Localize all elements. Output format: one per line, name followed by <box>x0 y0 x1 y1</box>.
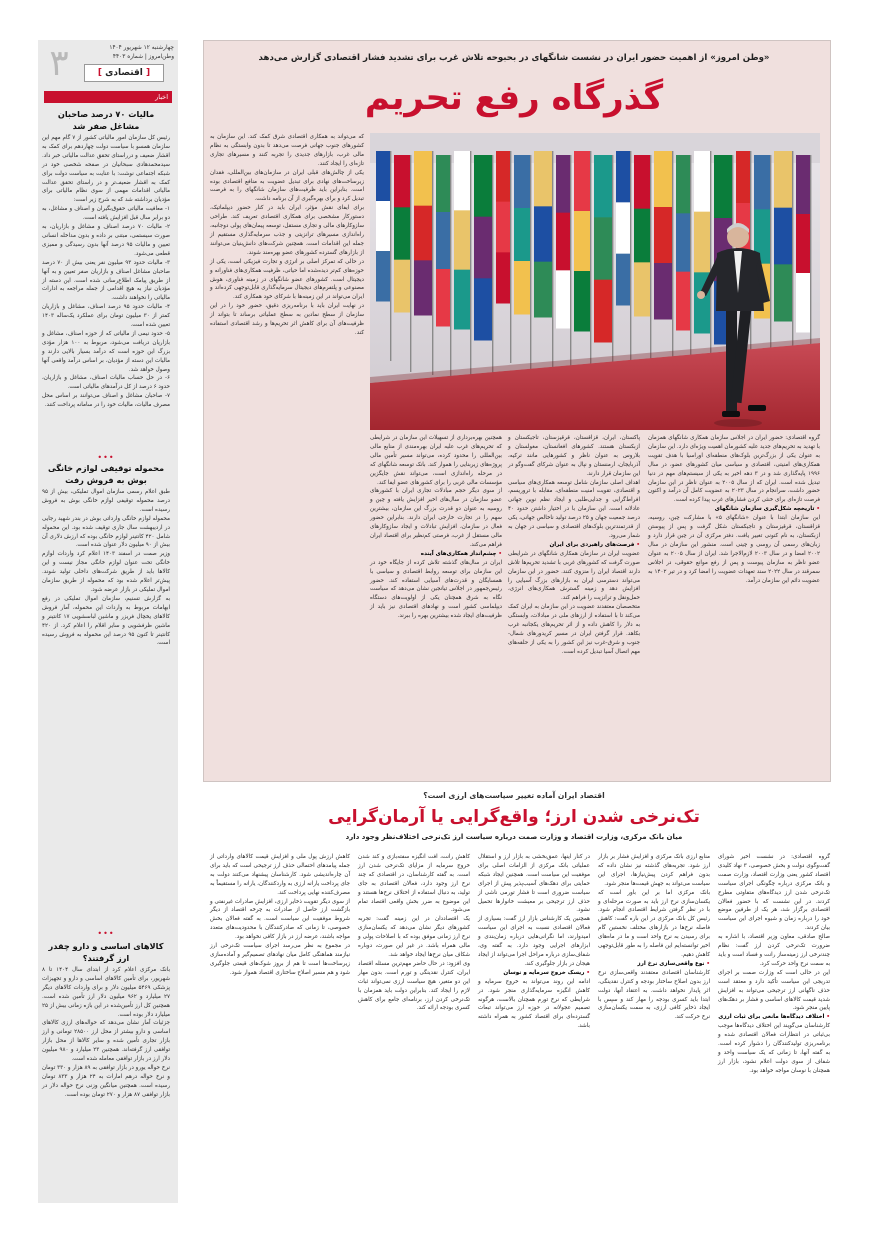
subheading <box>598 960 710 969</box>
article2-column-1 <box>718 853 830 1205</box>
sidebar-story-2: طبق اعلام رسمی سازمان اموال تملیکی، بیش از ۹۵ درصد محموله توقیفی لوازم خانگی بوش به فروش رسیده است. محموله لوازم خانگی وارداتی بوش در بندر شهید رجایی در اردیبهشت سال جاری توقیف شده بود. این محموله شامل ۴۲۰ کانتینر لوازم خانگی بوده که ارزش دلاری آن بیش از ۹۰ میلیون دلار عنوان شده است. وزیر صمت در اسفند ۱۴۰۳ اعلام کرد واردات لوازم خانگی تحت عنوان لوازم خانگی مجاز نیست و این کالاها باید از طریق شرکت‌های داخلی تولید شوند. پیش‌تر اعلام شده بود که محموله از طریق سازمان اموال تملیکی در بازار عرضه شود. به گزارش تسنیم، سازمان اموال تملیکی در رفع ابهامات مربوط به واردات این محموله، آمار فروش کالاهای یخچال فریزر و ماشین لباسشویی ۱۷ کانتینر و ماشین ظرفشویی و سایر اقلام را اعلام کرد. از ۴۲۰ کانتینر تا کنون ۹۵ درصد این محموله به فروش رسیده است. <box>42 489 171 647</box>
paragraph: کارشناسان می‌گویند این اختلاف دیدگاه‌ها موجب بی‌ثباتی در انتظارات فعالان اقتصادی شده و برنامه‌ریزی تولیدکنندگان را دشوار کرده است. به گفته آنها، تا زمانی که یک سیاست واحد و شفاف از سوی دولت اعلام نشود، بازار ارز همچنان با نوسان مواجه خواهد بود. <box>716 1023 830 1074</box>
bullet-icon: • <box>814 506 820 513</box>
paragraph: در کنار اینها، عمق‌بخشی به بازار ارز و استقلال عملیاتی بانک مرکزی از الزامات اصلی برای موفقیت این سیاست است. همچنین ایجاد شبکه حمایتی برای دهک‌های آسیب‌پذیر پیش از اجرای سیاست ضروری است تا فشار تورمی ناشی از حذف ارز ترجیحی بر معیشت خانوارها تحمیل نشود. همچنین یک کارشناس بازار ارز گفت: بسیاری از فعالان اقتصادی نسبت به اجرای این سیاست امیدوارند، اما نگرانی‌هایی درباره زمان‌بندی و ابزارهای اجرایی وجود دارد. به گفته وی، شفاف‌سازی درباره مراحل اجرا می‌تواند از ایجاد هیجان در بازار جلوگیری کند. <box>478 854 591 967</box>
paragraph: عضویت ایران در سازمان همکاری شانگهای در شرایطی صورت گرفت که کشورهای غربی با تشدید تحریم‌ها تلاش دارند اقتصاد ایران را منزوی کنند. حضور در این سازمان می‌تواند دسترسی ایران به بازارهای بزرگ آسیایی را افزایش دهد و زمینه گسترش همکاری‌های انرژی، حمل‌ونقل و ترانزیت را فراهم کند. متخصصان معتقدند عضویت در این سازمان به ایران کمک می‌کند تا با استفاده از ارزهای ملی در مبادلات، وابستگی به دلار را کاهش داده و از اثر تحریم‌های یکجانبه غرب بکاهد. قرار گرفتن ایران در مسیر کریدورهای شمال-جنوب و شرق-غرب نیز این کشور را به یکی از حلقه‌های مهم اتصال آسیا تبدیل کرده است. <box>508 550 640 655</box>
flag-stripe <box>676 272 690 331</box>
section-title: اقتصادی <box>105 68 143 78</box>
flag-stripe <box>616 151 630 203</box>
subheading-text: فرصت‌های راهبردی برای ایران <box>549 541 635 548</box>
flag-stripe <box>496 202 510 253</box>
flag-pole <box>510 151 511 363</box>
separator-dots: ••• <box>97 929 115 938</box>
flag-stripe <box>796 214 810 274</box>
flag-stripe <box>634 262 650 316</box>
flag-stripe <box>436 155 450 213</box>
flag-stripe <box>474 278 492 340</box>
flag-stripe <box>556 213 570 271</box>
flag-stripe <box>556 155 570 213</box>
flag-stripe <box>676 155 690 214</box>
bullet-icon: • <box>704 960 710 967</box>
lead-column-1 <box>648 434 820 780</box>
flag-stripe <box>514 155 530 209</box>
lead-column-3 <box>370 434 502 780</box>
bullet-icon: • <box>584 969 590 976</box>
article2-kicker: اقتصاد ایران آماده تغییر سیاست‌های ارزی است؟ <box>423 791 605 800</box>
flag-stripe <box>654 263 672 320</box>
flag-stripe <box>534 206 552 262</box>
sidebar-headline-3: کالاهای اساسی و دارو چقدر ارز گرفتند؟ <box>48 941 164 963</box>
flag-stripe <box>574 151 590 212</box>
paragraph: که می‌تواند به همکاری اقتصادی شرق کمک کند. این سازمان به کشورهای جنوب جهانی فرصت می‌دهد تا بدون وابستگی به نظام مالی غرب، بازارهای جدیدی را تجربه کنند و مسیرهای تجاری تازه‌ای را ایجاد کنند. یکی از چالش‌های قبلی ایران در سازمان‌های بین‌المللی، فقدان زیرساخت‌های نهادی برای تبدیل عضویت به منافع اقتصادی بوده است. بنابراین باید ظرفیت‌های سازمان شانگهای را به فرصت تبدیل کرد و برای بهره‌گیری از آن برنامه داشت. برای ایفای نقش مؤثر، ایران باید در کنار حضور دیپلماتیک، دستورکار مشخصی برای همکاری اقتصادی تعریف کند. طراحی سازوکارهای مالی و تجاری مستقل، توسعه پیمان‌های پولی دوجانبه، راه‌اندازی مسیرهای ترانزیتی و جذب سرمایه‌گذاری مستقیم از جمله این اقدامات است. همچنین شرکت‌های دانش‌بنیان می‌توانند از بازارهای گسترده کشورهای عضو بهره‌مند شوند. در حالی که تمرکز اصلی بر انرژی و تجارت فیزیکی است، یکی از حوزه‌های کم‌تر دیده‌شده اما حیاتی، ظرفیت همکاری‌های فناورانه و دیجیتال است. کشورهای عضو شانگهای در زمینه فناوری، هوش مصنوعی و پلتفرم‌های دیجیتال سرمایه‌گذاری قابل‌توجهی کرده‌اند و ایران می‌تواند در این زمینه‌ها با شرکای خود همکاری کند. در نهایت ایران باید با برنامه‌ریزی دقیق، حضور خود را در این سازمان از سطح نمادین به سطح عملیاتی برساند تا بتواند از ظرفیت‌های آن برای کاهش اثر تحریم‌ها و رشد اقتصادی استفاده کند. <box>210 134 365 336</box>
flag-pole <box>650 155 651 376</box>
flag-stripe <box>594 217 612 280</box>
subheading-text: نوع واقعی‌سازی نرخ ارز <box>637 960 705 967</box>
flag-stripe <box>414 260 432 315</box>
flag-pole <box>450 155 451 386</box>
flag-stripe <box>796 273 810 333</box>
lead-headline: گذرگاه رفع تحریم <box>364 78 664 118</box>
flag-pole <box>530 155 531 374</box>
flag-stripe <box>574 271 590 332</box>
subheading <box>648 505 820 514</box>
article2-deck: میان بانک مرکزی، وزارت اقتصاد و وزارت صمت درباره سیاست ارز تک‌نرخی اختلاف‌نظر وجود دارد <box>345 833 683 841</box>
section-bracket-open: [ <box>146 68 151 78</box>
paragraph: همچنین بهره‌برداری از تسهیلات این سازمان در شرایطی که تحریم‌های غرب علیه ایران بهره‌مندی از منابع مالی بین‌المللی را محدود کرده، می‌تواند مسیر تأمین مالی پروژه‌های زیربنایی را هموار کند. بانک توسعه شانگهای که در مرحله راه‌اندازی است، می‌تواند نقش جایگزین مؤسسات مالی غربی را برای کشورهای عضو ایفا کند. از سوی دیگر حجم مبادلات تجاری ایران با کشورهای عضو سازمان در سال‌های اخیر افزایش یافته و چین و روسیه به عنوان دو قدرت بزرگ این سازمان، بیشترین سهم را در تجارت خارجی ایران دارند. بنابراین حضور فعال در سازمان، افزایش تبادلات و ایجاد سازوکارهای مالی مستقل از غرب، فرصتی کم‌نظیر برای اقتصاد ایران فراهم می‌کند. <box>370 435 502 548</box>
section-bracket-close: ] <box>97 68 102 78</box>
flag-stripe <box>436 269 450 327</box>
flag-stripe <box>394 207 410 260</box>
flag-stripe <box>436 212 450 270</box>
lead-kicker: «وطن امروز» از اهمیت حضور ایران در نشست شانگهای در بحبوحه تلاش غرب برای تشدید فشار اقتصادی گزارش می‌دهد <box>258 53 770 63</box>
flag-pole <box>470 151 471 389</box>
flag-pole <box>492 155 493 400</box>
issue-info <box>84 44 174 61</box>
flag-pole <box>410 155 411 372</box>
paragraph: ایران در سال‌های گذشته تلاش کرده از جایگاه خود در این سازمان برای توسعه روابط اقتصادی و سیاسی با همسایگان و قدرت‌های آسیایی استفاده کند. حضور رئیس‌جمهور در اجلاس تیانجین نشان می‌دهد که سیاست نگاه به شرق همچنان یکی از اولویت‌های دستگاه دیپلماسی کشور است و نهادهای اقتصادی نیز باید از ظرفیت‌های ایجاد شده بیشترین بهره را ببرند. <box>368 559 502 620</box>
flag-stripe <box>534 151 552 207</box>
subheading-text: اختلاف دیدگاه‌ها مانعی برای ثبات ارزی <box>718 1014 825 1021</box>
flag-stripe <box>796 155 810 215</box>
paragraph: پاکستان، ایران، قزاقستان، قرقیزستان، تاجیکستان و ازبکستان هستند. کشورهای افغانستان، مغولستان و بلاروس به عنوان ناظر و کشورهایی مانند ترکیه، آذربایجان، ارمنستان و نپال به عنوان شرکای گفت‌وگو در این سازمان قرار دارند. اهداف اصلی سازمان شامل توسعه همکاری‌های سیاسی و اقتصادی، تقویت امنیت منطقه‌ای، مقابله با تروریسم، افراط‌گرایی و جدایی‌طلبی و ایجاد نظم نوین جهانی عادلانه است. این سازمان با در اختیار داشتن حدود ۴۰ درصد جمعیت جهان و ۲۵ درصد تولید ناخالص جهانی، یکی از قدرتمندترین بلوک‌های اقتصادی و سیاسی در جهان به شمار می‌رود. <box>508 435 640 539</box>
lead-column-4 <box>210 133 364 780</box>
flag-stripe <box>454 270 470 330</box>
flag-stripe <box>414 206 432 261</box>
flag-stripe <box>376 201 390 252</box>
flag-stripe <box>574 211 590 272</box>
flag-stripe <box>754 155 770 210</box>
sidebar-story-3: بانک مرکزی اعلام کرد از ابتدای سال ۱۴۰۴ تا ۸ شهریور، برای تأمین کالاهای اساسی و دارو و تجهیزات پزشکی ۵۴۶۹ میلیون دلار و برای واردات کالاهای دیگر ۲۷ میلیارد و ۹۶۲ میلیون دلار ارز تأمین شده است. همچنین کل ارز تأمین‌شده در این بازه زمانی بیش از ۲۵ میلیارد دلار بوده است. جزئیات آمار نشان می‌دهد که حواله‌های ارزی کالاهای اساسی و دارو بیشتر از محل ارز ۲۸۵۰۰ تومانی و ارز بازار تجاری تأمین شده و سایر کالاها از محل بازار توافقی ارز گرفته‌اند. همچنین ۲۳ میلیارد و ۹۸۰ میلیون دلار ارز در بازار توافقی معامله شده است. نرخ حواله یورو در بازار توافقی به ۸۹ هزار و ۳۳۰ تومان و نرخ حواله درهم امارات به ۲۴ هزار و ۸۳۳ تومان رسیده است. همچنین میانگین وزنی نرخ حواله دلار در بازار توافقی ۸۷ هزار و ۲۷۰ تومان بوده است. <box>42 967 171 1098</box>
sidebar-headline-1: مالیات ۷۰ درصد صاحبان مشاغل صفر شد <box>57 109 155 131</box>
flag-pole <box>570 155 571 388</box>
subheading-text: تاریخچه شکل‌گیری سازمان شانگهای <box>714 506 815 513</box>
flag-stripe <box>414 151 432 206</box>
paragraph: کاهش رانت، افت انگیزه سفته‌بازی و کند شدن خروج سرمایه از مزایای تک‌نرخی شدن ارز است. به گفته کارشناسان، در اقتصادی که چند نرخ ارز وجود دارد، فعالان اقتصادی به جای تولید، به دنبال استفاده از اختلاف نرخ‌ها هستند و این موضوع به ضرر بخش واقعی اقتصاد تمام می‌شود. یک اقتصاددان در این زمینه گفت: تجربه کشورهای دیگر نشان می‌دهد که یکسان‌سازی نرخ ارز زمانی موفق بوده که با اصلاحات پولی و مالی همراه باشد. در غیر این صورت، دوباره شکاف میان نرخ‌ها ایجاد خواهد شد. وی افزود: در حال حاضر مهم‌ترین مسئله اقتصاد ایران، کنترل نقدینگی و تورم است. بدون مهار این دو متغیر، هیچ سیاست ارزی نمی‌تواند ثبات لازم را ایجاد کند. بنابراین دولت باید همزمان با تک‌نرخی کردن ارز، برنامه‌ای جامع برای کاهش کسری بودجه ارائه کند. <box>358 854 470 1012</box>
flag-stripe <box>394 155 410 208</box>
flag-stripe <box>454 151 470 211</box>
flag-stripe <box>774 151 792 208</box>
lead-column-2 <box>508 434 640 780</box>
paragraph: کاهش ارزش پول ملی و افزایش قیمت کالاهای وارداتی از جمله پیامدهای احتمالی حذف ارز ترجیحی است که باید برای آن چاره‌اندیشی شود. کارشناسان پیشنهاد می‌کنند دولت به جای پرداخت یارانه ارزی به واردکنندگان، یارانه را مستقیماً به مصرف‌کننده نهایی پرداخت کند. از سوی دیگر تقویت ذخایر ارزی، افزایش صادرات غیرنفتی و بازگشت ارز حاصل از صادرات به چرخه اقتصاد از دیگر شروط موفقیت این سیاست است. به گفته فعالان بخش خصوصی، تا زمانی که صادرکنندگان با محدودیت‌های متعدد مواجه باشند، عرضه ارز در بازار کافی نخواهد بود. در مجموع به نظر می‌رسد اجرای سیاست تک‌نرخی ارز نیازمند هماهنگی کامل میان نهادهای تصمیم‌گیر و آماده‌سازی زیرساخت‌ها است تا هم از بروز شوک‌های قیمتی جلوگیری شود و هم مسیر اصلاح ساختاری اقتصاد هموار شود. <box>210 854 351 976</box>
page-number: ۳ <box>49 43 69 84</box>
subheading <box>718 1013 830 1022</box>
flag-stripe <box>534 262 552 318</box>
flag-stripe <box>594 155 612 218</box>
article2-column-3 <box>478 853 590 1205</box>
article2-column-2 <box>598 853 710 1205</box>
issue-number: وطن‌امروز | شماره ۴۴۰۳ <box>112 53 174 60</box>
subheading-text: چشم‌انداز همکاری‌های آینده <box>420 550 497 557</box>
paragraph: منابع ارزی بانک مرکزی و افزایش فشار بر بازار ارز شود. تجربه‌های گذشته نیز نشان داده که بدون فراهم کردن پیش‌نیازها، اجرای این سیاست می‌تواند به جهش قیمت‌ها منجر شود. بانک مرکزی اما بر این باور است که یکسان‌سازی نرخ ارز باید به صورت مرحله‌ای و با در نظر گرفتن شرایط اقتصادی انجام شود. رئیس کل بانک مرکزی در این باره گفت: کاهش فاصله نرخ‌ها در بازارهای مختلف نخستین گام برای رسیدن به نرخ واحد است و ما در ماه‌های اخیر توانسته‌ایم این فاصله را به طور قابل‌توجهی کاهش دهیم. <box>598 854 710 958</box>
flag-stripe <box>376 251 390 302</box>
subheading <box>508 541 640 550</box>
flag-stripe <box>676 213 690 272</box>
bullet-icon: • <box>634 541 640 548</box>
flag-pole <box>630 151 631 365</box>
bullet-icon: • <box>824 1014 830 1021</box>
flag-stripe <box>514 261 530 315</box>
article2-column-4 <box>358 853 470 1205</box>
separator-dots: ••• <box>97 453 115 462</box>
flag-stripe <box>376 151 390 202</box>
article2-column-5 <box>210 853 350 1205</box>
flag-stripe <box>714 155 732 219</box>
flag-stripe <box>514 208 530 262</box>
flag-stripe <box>454 210 470 270</box>
flag-stripe <box>394 260 410 313</box>
subheading <box>478 969 590 978</box>
flag-stripe <box>556 270 570 328</box>
issue-date: چهارشنبه ۱۲ شهریور ۱۴۰۴ <box>109 45 174 51</box>
paragraph: کارشناسان اقتصادی معتقدند واقعی‌سازی نرخ ارز بدون اصلاح ساختار بودجه و کنترل نقدینگی، اثر پایدار نخواهد داشت. به اعتقاد آنها، دولت ابتدا باید کسری بودجه را مهار کند و سپس با ایجاد ذخایر کافی ارزی، به سمت یکسان‌سازی نرخ حرکت کند. <box>596 969 710 1021</box>
sidebar-story-1: رئیس کل سازمان امور مالیاتی کشور از ۷ گام مهم این سازمان همسو با سیاست دولت چهاردهم برای کمک به اقشار ضعیف و درراستای تحقق عدالت مالیاتی خبر داد. سیدمحمدهادی سبحانیان در صفحه شخصی خود در شبکه اجتماعی نوشت: با عنایت به سیاست دولت برای کمک به اقشار ضعیف‌تر و در راستای تحقق عدالت مالیاتی اقدامات مهمی از سوی نظام مالیاتی برای مؤدیان برداشته شد که به شرح زیر است: ۱- معافیت مالیاتی حقوق‌بگیران و اصناف و مشاغل، به دو برابر سال قبل افزایش یافته است. ۲- مالیات ۷۰ درصد اصناف و مشاغل و بازاریان، به صورت سیستمی، مبتنی بر داده و بدون مداخله انسانی تعیین و مالیات ۹۵ درصد آنها بدون رسیدگی و ممیزی قطعی می‌شود. ۳- مالیات حدود ۹۳ میلیون نفر یعنی بیش از ۷۰ درصد صاحبان مشاغل اصناف و بازاریان صفر تعیین و به آنها از طریق پیامک اطلاع‌رسانی شده است. این دسته از مؤدیان نیاز به هیچ اقدامی از جمله مراجعه به ادارات مالیاتی را نخواهند داشت. ۴- مالیات حدود ۹۵ درصد اصناف، مشاغل و بازاریان کمتر از ۳۰ میلیون تومان برای عملکرد یک‌ساله ۱۴۰۳ تعیین شده است. ۵- حدود نیمی از مالیاتی که از حوزه اصناف، مشاغل و بازاریان دریافت می‌شود، مربوط به ۱۰۰ هزار مؤدی بزرگ این حوزه است که درآمد بسیار بالایی دارند و مالیات این دسته از مؤدیان، بر اساس درآمد واقعی آنها وصول خواهد شد. ۶- در حل حساب مالیات اصناف، مشاغل و بازاریان، حدود ۶ درصد از کل درآمدهای مالیاتی است. ۷- صاحبان مشاغل و اصناف می‌توانند بر اساس محل مصرف مالیات، مالیات خود را در سامانه پرداخت کنند. <box>42 135 170 409</box>
flag-stripe <box>616 254 630 306</box>
flag-stripe <box>616 202 630 254</box>
sidebar-headline-2: محموله توقیفی لوازم خانگی بوش به فروش رفت <box>47 463 165 485</box>
flag-stripe <box>654 151 672 208</box>
flag-stripe <box>774 208 792 265</box>
paragraph: گروه اقتصادی: در نشست اخیر شورای گفت‌وگوی دولت و بخش خصوصی، ۳ نهاد کلیدی اقتصاد کشور یعنی وزارت اقتصاد، وزارت صمت و بانک مرکزی درباره چگونگی اجرای سیاست تک‌نرخی شدن ارز دیدگاه‌های متفاوتی مطرح کردند. در این نشست که با حضور فعالان اقتصادی برگزار شد، هر یک از طرفین موضع خود را درباره زمان و شیوه اجرای این سیاست بیان کردند. صالح صادقی، معاون وزیر اقتصاد، با اشاره به ضرورت تک‌نرخی کردن ارز گفت: نظام چندنرخی ارز زمینه‌ساز رانت و فساد است و باید به سمت نرخ واحد حرکت کرد. این در حالی است که وزارت صمت بر اجرای تدریجی این سیاست تأکید دارد و معتقد است حذف ناگهانی ارز ترجیحی می‌تواند به افزایش شدید قیمت کالاهای اساسی و فشار بر دهک‌های پایین منجر شود. <box>718 854 830 1012</box>
subheading <box>370 550 502 559</box>
flag-pole <box>432 151 433 375</box>
flag-stripe <box>594 280 612 343</box>
flag-stripe <box>694 212 710 273</box>
flag-pole <box>390 151 391 361</box>
flag-stripe <box>474 155 492 217</box>
bullet-icon: • <box>496 550 502 557</box>
flag-pole <box>590 151 591 391</box>
paragraph: این سازمان ابتدا با عنوان «شانگهای ۵» با مشارکت چین، روسیه، قزاقستان، قرقیزستان و تاجیکستان شکل گرفت و پس از پیوستن ازبکستان، به نام کنونی تغییر یافت. دفتر مرکزی آن در چین قرار دارد و زبان‌های رسمی آن روسی و چینی است. منشور این سازمان در سال ۲۰۰۲ امضا و در سال ۲۰۰۳ لازم‌الاجرا شد. ایران از سال ۲۰۰۵ به عنوان عضو ناظر به سازمان پیوست و پس از رفع موانع حقوقی، در اجلاس سمرقند در سال ۲۰۲۲ سند تعهدات عضویت را امضا کرد و در تیر ۱۴۰۲ به عضویت دائم این سازمان درآمد. <box>646 515 821 584</box>
flag-stripe <box>736 151 750 204</box>
flag-stripe <box>654 207 672 264</box>
article2-headline: تک‌نرخی شدن ارز؛ واقع‌گرایی یا آرمان‌گرایی <box>328 807 700 827</box>
section-label <box>84 64 164 82</box>
news-label: اخبار <box>44 91 172 103</box>
lead-photo <box>370 133 820 430</box>
flag-stripe <box>496 252 510 303</box>
paragraph: ادامه این روند می‌تواند به خروج سرمایه و کاهش انگیزه سرمایه‌گذاری منجر شود. در شرایطی که نرخ تورم همچنان بالاست، هرگونه تصمیم عجولانه در حوزه ارز می‌تواند تبعات گسترده‌ای برای اقتصاد کشور به همراه داشته باشد. <box>476 978 590 1030</box>
flag-stripe <box>496 151 510 202</box>
paragraph: گروه اقتصادی: حضور ایران در اجلاس سازمان همکاری شانگهای همزمان با تهدید به تحریم‌های جدید علیه کشورمان اهمیت ویژه‌ای دارد. این سازمان به عنوان یکی از بزرگ‌ترین بلوک‌های منطقه‌ای اوراسیا با هدف تقویت همکاری‌های امنیتی، اقتصادی و سیاسی میان کشورهای عضو، در سال ۱۹۹۶ پایه‌گذاری شد و در ۳ دهه اخیر به یکی از سیستم‌های مهم در دنیا تبدیل شده است. ایران که از سال ۲۰۰۵ به عنوان ناظر در این سازمان حضور داشت، سرانجام در سال ۲۰۲۳ به عضویت کامل آن درآمد و اکنون فرصت تازه‌ای برای خنثی کردن فشارهای غرب پیدا کرده است. <box>646 435 820 504</box>
flag-stripe <box>474 217 492 279</box>
flag-stripe <box>634 209 650 263</box>
flag-stripe <box>634 155 650 209</box>
flag-stripe <box>694 151 710 212</box>
flag-stripe <box>774 264 792 321</box>
flag-pole <box>552 151 553 377</box>
subheading-text: ریسک خروج سرمایه و نوسان <box>503 969 585 976</box>
flag-pole <box>672 151 673 379</box>
